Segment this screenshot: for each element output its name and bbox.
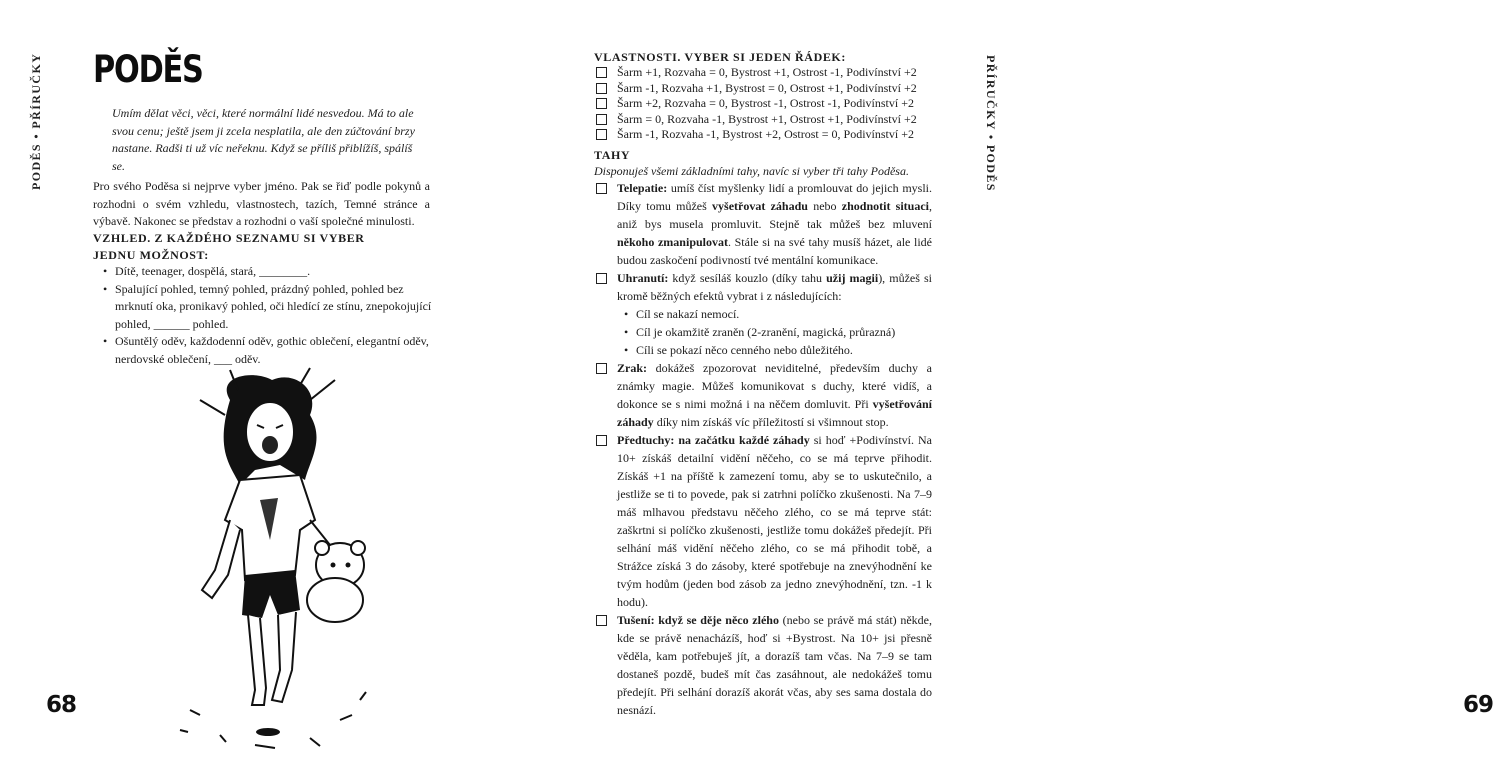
checkbox[interactable] (596, 98, 607, 109)
uhranuti-option: • Cíl se nakazí nemocí. (624, 305, 932, 323)
move-text: nebo (807, 199, 842, 213)
look-option: • Spalující pohled, temný pohled, prázdný pohled, pohled bez mrknutí oka, pronikavý pohled, oči hledící ze stínu, znepokojující pohled, ______ pohled. (103, 281, 440, 334)
move-emphasis: někoho zmanipulovat (617, 235, 728, 249)
checkbox[interactable] (596, 363, 607, 374)
stats-option-label: Šarm = 0, Rozvaha -1, Bystrost +1, Ostrost +1, Podivínství +2 (617, 111, 917, 126)
stats-option[interactable] (596, 96, 936, 112)
moves-list (596, 179, 932, 719)
moves-subheading: Disponuješ všemi základními tahy, navíc si vyber tři tahy Poděsa. (594, 164, 909, 178)
running-header-left: PODĚS • PŘÍRUČKY (29, 52, 43, 190)
girl-with-teddy-bear-illustration (160, 370, 380, 755)
stats-heading: VLASTNOSTI. VYBER SI JEDEN ŘÁDEK: (594, 50, 846, 64)
move-text: si hoď +Podivínství. Na 10+ získáš detailní vidění něčeho, co se má teprve přihodit. Získáš +1 na příště k zamezení tomu, aby se to uskutečnilo, a jestliže se ti to povede, pak si zatrhni políčko zkušenosti. Na 7–9 máš mlhavou představu něčeho zlého, co se má teprve stát: zaškrtni si políčko zkušenosti, jestliže tomu dokážeš předejít. Při selhání máš vidění něčeho zlého, co se má přihodit tobě, a Strážce získá 3 do zásoby, které spotřebuje na znevýhodnění ke tvým hodům (jeden bod zásob za jedno znevýhodnění, tzn. -1 k hodu). (617, 433, 932, 609)
look-heading: VZHLED. Z KAŽDÉHO SEZNAMU SI VYBER JEDNU MOŽNOST: (93, 231, 365, 262)
look-option: • Dítě, teenager, dospělá, stará, ________. (103, 263, 440, 281)
look-option: • Ošuntělý oděv, každodenní oděv, gothic oblečení, elegantní oděv, nerdovské oblečení, ___ oděv. (103, 333, 440, 368)
checkbox[interactable] (596, 67, 607, 78)
look-options-list (103, 263, 440, 368)
move-tuseni (596, 611, 932, 719)
move-predtuchy (596, 431, 932, 611)
move-telepatie (596, 179, 932, 269)
move-emphasis: zhodnotit situaci (841, 199, 930, 213)
page-number-right: 69 (1463, 692, 1493, 718)
moves-heading: TAHY (594, 148, 631, 162)
move-name: Telepatie: (617, 181, 668, 195)
move-uhranuti (596, 269, 932, 359)
move-text: (nebo se právě má stát) někde, kde se právě nenacházíš, hoď si +Bystrost. Na 10+ jsi přesně věděla, kam potřebuješ jít, a dorazíš tam včas. Na 7–9 se tam dostaneš pozdě, budeš mít čas zasáhnout, ale nedokážeš tomu předejít. Při selhání dorazíš akorát včas, aby ses sama dostala do nesnází. (617, 613, 932, 717)
move-text: když sesíláš kouzlo (díky tahu (668, 271, 827, 285)
move-text: dokážeš zpozorovat neviditelné, především duchy a známky magie. Můžeš komunikovat s duchy, které vidíš, a dokonce se s nimi možná i na něčem domluvit. Při (617, 361, 932, 411)
checkbox[interactable] (596, 129, 607, 140)
uhranuti-options (624, 305, 932, 359)
move-text: ), můžeš si kromě běžných efektů vybrat i z následujících: (617, 271, 932, 303)
move-text: umíš číst myšlenky lidí a promlouvat do jejich mysli. Díky tomu můžeš (617, 181, 932, 213)
intro-quote: Umím dělat věci, věci, které normální lidé nesvedou. Má to ale svou cenu; ještě jsem ji zcela nesplatila, ale den zúčtování brzy nastane. Radši ti už víc neřeknu. Když se příliš přiblížíš, spálíš se. (112, 106, 415, 173)
move-name: Předtuchy: (617, 433, 675, 447)
running-header-right: PŘÍRUČKY • PODĚS (984, 55, 998, 192)
stats-option-label: Šarm +1, Rozvaha = 0, Bystrost +1, Ostrost -1, Podivínství +2 (617, 65, 917, 79)
stats-option[interactable] (596, 81, 936, 97)
stats-option-label: Šarm -1, Rozvaha +1, Bystrost = 0, Ostrost +1, Podivínství +2 (617, 80, 917, 95)
checkbox[interactable] (596, 435, 607, 446)
move-text: díky nim získáš víc příležitostí si všimnout stop. (653, 415, 889, 429)
move-emphasis: vyšetřovat záhadu (712, 199, 808, 213)
stats-option[interactable] (596, 112, 936, 128)
checkbox[interactable] (596, 273, 607, 284)
move-emphasis: vyšetřování záhady (617, 397, 932, 429)
move-name: Zrak: (617, 361, 647, 375)
stats-option-label: Šarm -1, Rozvaha -1, Bystrost +2, Ostrost = 0, Podivínství +2 (617, 127, 914, 141)
move-name: Uhranutí: (617, 271, 669, 285)
move-emphasis: na začátku každé záhady (674, 433, 810, 447)
uhranuti-option: • Cíli se pokazí něco cenného nebo důležitého. (624, 341, 932, 359)
stats-option-label: Šarm +2, Rozvaha = 0, Bystrost -1, Ostrost -1, Podivínství +2 (617, 96, 914, 110)
move-text: , aniž bys musela promluvit. Stejně tak můžeš bez mluvení (617, 199, 933, 231)
checkbox[interactable] (596, 615, 607, 626)
move-zrak (596, 359, 932, 431)
stats-option[interactable] (596, 65, 936, 81)
intro-paragraph: Pro svého Poděsa si nejprve vyber jméno. Pak se řiď podle pokynů a rozhodni o svém vzhledu, vlastnostech, tazích, Temné stránce a výbavě. Nakonec se představ a rozhodni o vaší společné minulosti. (93, 179, 430, 228)
page-number-left: 68 (46, 692, 77, 718)
checkbox[interactable] (596, 114, 607, 125)
move-emphasis: když se děje něco zlého (654, 613, 779, 627)
stats-options-list (596, 65, 936, 143)
checkbox[interactable] (596, 183, 607, 194)
move-name: Tušení: (617, 613, 655, 627)
move-text: . Stále si na své tahy musíš házet, ale lidé budou zaskočení podivností tvé mentální komunikace. (617, 235, 933, 267)
stats-option[interactable] (596, 127, 936, 143)
page-title: PODĚS (93, 48, 203, 91)
checkbox[interactable] (596, 83, 607, 94)
uhranuti-option: • Cíl je okamžitě zraněn (2-zranění, magická, průrazná) (624, 323, 932, 341)
move-emphasis: užij magii (826, 271, 879, 285)
